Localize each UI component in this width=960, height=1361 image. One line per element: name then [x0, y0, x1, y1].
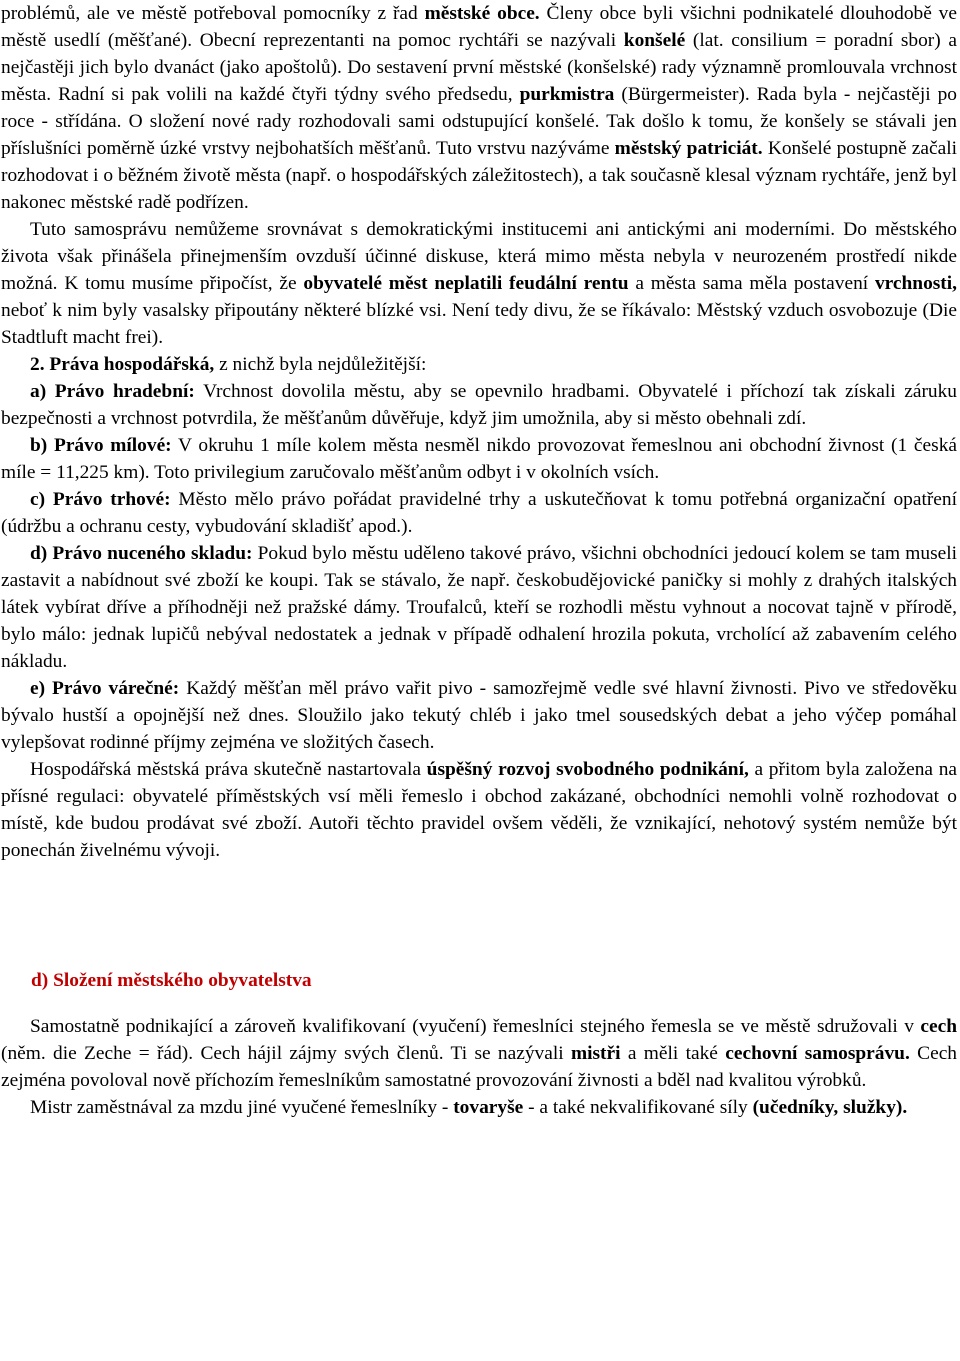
- text-run: a města sama měla postavení: [628, 273, 875, 294]
- paragraph: [1, 756, 957, 864]
- bold-term: cechovní samosprávu.: [725, 1043, 910, 1064]
- section-heading: d) Složení městského obyvatelstva: [31, 970, 312, 991]
- paragraph: [1, 540, 957, 675]
- bold-term: a) Právo hradební:: [30, 381, 195, 402]
- text-run: Hospodářská městská práva skutečně nastartovala: [30, 759, 427, 780]
- text-run: Samostatně podnikající a zároveň kvalifikovaní (vyučení) řemeslníci stejného řemesla se ve městě sdružovali v: [30, 1016, 921, 1037]
- bold-term: městské obce.: [424, 3, 540, 24]
- paragraph: [1, 216, 957, 351]
- paragraph: [1, 0, 957, 216]
- text-run: Mistr zaměstnával za mzdu jiné vyučené řemeslníky -: [30, 1097, 454, 1118]
- text-run: Tuto samosprávu nemůžeme srovnávat s demokratickými institucemi ani antickými ani moderními. Do městského života však přinášela přinejmenším ovzduší účinné diskuse, která mimo města nebyla v neurozeném prostředí nikde možná. K tomu musíme připočíst, že: [1, 219, 957, 294]
- text-block-main: [1, 0, 957, 864]
- bold-term: d) Právo nuceného skladu:: [30, 543, 253, 564]
- bold-term: 2. Práva hospodářská,: [30, 354, 215, 375]
- text-run: Město mělo právo pořádat pravidelné trhy a uskutečňovat k tomu potřebná organizační opatření (údržbu a ochranu cesty, vybudování skladišť apod.).: [1, 489, 957, 537]
- text-run: problémů, ale ve městě potřeboval pomocníky z řad: [1, 3, 425, 24]
- paragraph: [1, 675, 957, 756]
- text-run: (něm. die Zeche = řád). Cech hájil zájmy svých členů. Ti se nazývali: [1, 1043, 571, 1064]
- bold-term: cech: [920, 1016, 957, 1037]
- bold-term: b) Právo mílové:: [30, 435, 172, 456]
- bold-term: (učedníky, služky).: [752, 1097, 908, 1118]
- bold-term: tovaryše: [453, 1097, 524, 1118]
- text-run: neboť k nim byly vasalsky připoutány některé blízké vsi. Není tedy divu, že se říkávalo: Městský vzduch osvobozuje (Die Stadtluft macht frei).: [1, 300, 957, 348]
- text-run: (lat. consilium = poradní sbor) a nejčastěji jich bylo dvanáct (jako apoštolů). Do sestavení první městské (konšelské) rady významně promlouvala vrchnost města. Radní si pak volili na každé čtyři týdny svého předsedu,: [1, 30, 957, 105]
- bold-term: konšelé: [623, 30, 686, 51]
- text-run: Vrchnost dovolila městu, aby se opevnilo hradbami. Obyvatelé i příchozí tak získali záruku bezpečnosti a vrchnost potvrdila, že měšťanům důvěřuje, když jim umožnila, aby si město obehnali zdí.: [1, 381, 957, 429]
- text-run: Pokud bylo městu uděleno takové právo, všichni obchodníci jedoucí kolem se tam museli zastavit a nabídnout své zboží ke koupi. Tak se stávalo, že např. českobudějovické paničky si mohly z drahých italských látek vybírat dříve a příhodněji než pražské dámy. Troufalců, kteří se rozhodli městu vyhnout a nocovat tajně v přírodě, bylo málo: jednak lupičů nebýval nedostatek a jednak v případě odhalení hrozila pokuta, vrcholící až zabavením celého nákladu.: [1, 543, 957, 672]
- text-run: a měli také: [620, 1043, 726, 1064]
- text-run: Konšelé postupně začali rozhodovat i o běžném životě města (např. o hospodářských záležitostech), a tak současně klesal význam rychtáře, jenž byl nakonec městské radě podřízen.: [1, 138, 958, 213]
- bold-term: e) Právo várečné:: [30, 678, 180, 699]
- text-block-section: [1, 1013, 957, 1121]
- paragraph: [1, 1094, 957, 1121]
- text-run: Členy obce byli všichni podnikatelé dlouhodobě ve městě usedlí (měšťané). Obecní reprezentanti na pomoc rychtáři se nazývali: [1, 3, 957, 51]
- text-run: z nichž byla nejdůležitější:: [214, 354, 427, 375]
- bold-term: mistři: [570, 1043, 621, 1064]
- text-run: Každý měšťan měl právo vařit pivo - samozřejmě vedle své hlavní živnosti. Pivo ve středověku bývalo hustší a opojnější než dnes. Sloužilo jako tekutý chléb i jako tmel sousedských debat a jeho výčep pomáhal vylepšovat rodinné příjmy zejména ve složitých časech.: [1, 678, 957, 753]
- text-run: (Bürgermeister). Rada byla - nejčastěji po roce - střídána. O složení nové rady rozhodovali sami odstupující konšelé. Tak došlo k tomu, že konšely se stávali jen příslušníci poměrně úzké vrstvy nejbohatších měšťanů. Tuto vrstvu nazýváme: [1, 84, 957, 159]
- paragraph: [1, 486, 957, 540]
- paragraph: [1, 378, 957, 432]
- bold-term: purkmistra: [519, 84, 615, 105]
- bold-term: úspěšný rozvoj svobodného podnikání,: [426, 759, 749, 780]
- text-run: Cech zejména povoloval nově příchozím řemeslníkům samostatné provozování živnosti a bděl nad kvalitou výrobků.: [1, 1043, 957, 1091]
- text-run: a přitom byla založena na přísné regulaci: obyvatelé příměstských vsí měli řemeslo i obchod zakázané, obchodníci nemohli volně rozhodovat o místě, kde budou prodávat své zboží. Autoři těchto pravidel ovšem věděli, že vznikající, nehotový systém nemůže být ponechán živelnému vývoji.: [1, 759, 958, 861]
- paragraph: [1, 1013, 957, 1094]
- paragraph: [1, 351, 957, 378]
- bold-term: městský patriciát.: [614, 138, 763, 159]
- bold-term: obyvatelé měst neplatili feudální rentu: [303, 273, 629, 294]
- paragraph: [1, 432, 957, 486]
- bold-term: vrchnosti,: [874, 273, 957, 294]
- text-run: V okruhu 1 míle kolem města nesměl nikdo provozovat řemeslnou ani obchodní živnost (1 česká míle = 11,225 km). Toto privilegium zaručovalo měšťanům odbyt i v okolních vsích.: [1, 435, 957, 483]
- bold-term: c) Právo trhové:: [30, 489, 171, 510]
- text-run: - a také nekvalifikované síly: [523, 1097, 753, 1118]
